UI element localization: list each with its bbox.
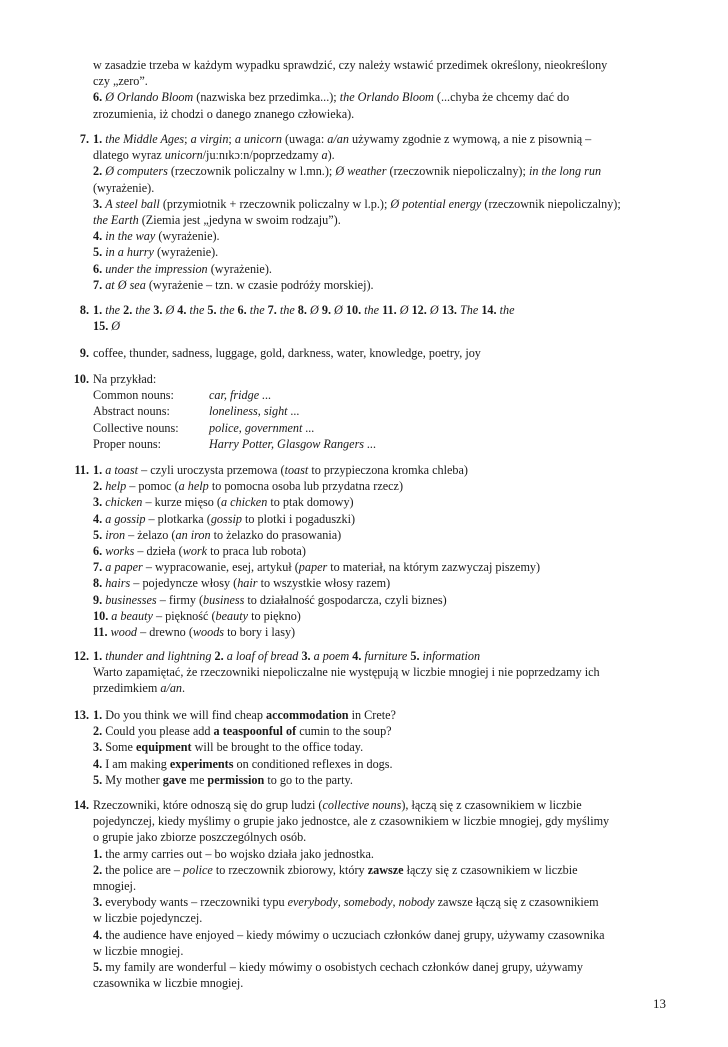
italic-term: a paper [105,560,143,575]
italic-term: Ø [399,303,409,317]
text-line [93,772,680,788]
section-12 [60,648,680,697]
italic-term: nobody [398,895,435,910]
item-number: 10. [93,608,112,623]
text-line [93,196,680,212]
italic-term: a loaf of bread [226,649,299,663]
text-line [93,894,680,910]
italic-term: work [182,544,208,559]
text-run: mnogiej. [93,879,136,894]
italic-term: the [279,303,295,317]
text-line [93,511,680,527]
text-line [93,959,680,975]
text-run: (uwaga: [281,132,328,146]
noun-type-label: Common nouns: [93,388,174,403]
italic-term: A steel ball [105,196,160,211]
italic-term: The [460,303,479,317]
text-run: pojedynczej, kiedy myślimy o grupie jako jednostce, ale z czasownikiem w liczbie mnogiej, gdy myślimy [93,814,610,829]
item-number: 14. [481,303,500,317]
text-run: Some [105,740,136,755]
italic-term: a chicken [220,495,268,510]
text-run: the audience have enjoyed – kiedy mówimy o uczuciach członków danej grupy, używamy czasownika [105,927,605,942]
section-6-continued [60,57,680,122]
item-number: 3. [93,196,106,211]
item-number: 7. [267,303,280,317]
text-run: ), łączą się z czasownikiem w liczbie [401,798,582,812]
text-run: (rzeczownik niepoliczalny); [386,164,529,179]
noun-type-examples [209,387,509,403]
italic-term: a toast [105,463,139,477]
noun-type-examples [209,403,509,419]
text-run: w liczbie pojedynczej. [93,911,203,926]
italic-term: Ø [165,303,175,317]
italic-term: in the way [105,229,156,244]
text-run: to żelazko do prasowania) [210,527,342,542]
italic-term: police [183,862,213,877]
text-run: to ptak domowy) [267,495,354,510]
text-line [93,878,680,894]
text-line [93,73,680,89]
text-run: Warto zapamiętać, że rzeczowniki niepoliczalne nie występują w liczbie mnogiej i nie poprzedzamy ich [93,665,600,680]
text-run: (wyrażenie). [93,180,155,195]
text-run: zrozumienia, iż chodzi o danego znanego człowieka). [93,106,355,121]
noun-type-row [93,436,680,452]
text-line [93,975,680,991]
item-number: 5. [93,960,106,975]
italic-term: a poem [313,649,350,663]
text-line [93,478,680,494]
text-run: to działalność gospodarcza, czyli biznes) [244,592,447,607]
noun-type-label: Collective nouns: [93,420,179,435]
text-line [93,624,680,640]
italic-term: woods [192,625,225,640]
text-line [93,559,680,575]
text-run: łączy się z czasownikiem w liczbie [403,862,578,877]
italic-term: help [105,479,127,494]
text-run: to piękno) [248,608,301,623]
italic-term: the [135,303,151,317]
text-run: ; [184,132,191,146]
text-line [93,575,680,591]
section-number: 10. [73,372,89,386]
item-number: 4. [352,649,365,663]
item-number: 1. [93,649,106,663]
italic-term: the Earth [93,213,139,228]
text-line [93,648,680,664]
text-line [93,797,680,813]
italic-term: the [105,303,121,317]
text-run: dlatego wyraz [93,148,165,163]
item-number: gave [162,772,187,787]
text-line [93,131,680,147]
text-run: to przypieczona kromka chleba) [308,463,468,477]
text-line [93,608,680,624]
section-body [93,345,680,361]
text-line [93,527,680,543]
italic-term: the Middle Ages [105,132,185,146]
item-number: 5. [207,303,220,317]
text-line [93,543,680,559]
text-line [93,163,680,179]
text-line [93,862,680,878]
italic-term: somebody [343,895,393,910]
text-run: w zasadzie trzeba w każdym wypadku sprawdzić, czy należy wstawić przedimek określony, nieokreślony [93,58,608,72]
text-run: Do you think we will find cheap [105,708,266,722]
text-run: to go to the party. [264,772,353,787]
item-number: permission [207,772,265,787]
section-body [93,302,680,334]
italic-term: the [219,303,235,317]
noun-type-row [93,387,680,403]
section-9 [60,345,680,361]
text-line [93,739,680,755]
italic-term: car, fridge ... [209,388,272,403]
item-number: 6. [237,303,250,317]
italic-term: beauty [215,608,249,623]
text-line [93,302,680,318]
italic-term: under the impression [105,261,208,276]
text-line [93,592,680,608]
text-line [93,180,680,196]
text-line [93,244,680,260]
item-number: 2. [214,649,227,663]
item-number: 3. [93,740,106,755]
section-number: 11. [74,463,89,477]
text-run: the army carries out – bo wojsko działa jako jednostka. [105,846,374,861]
text-line [93,910,680,926]
text-line [93,371,680,387]
item-number: 5. [410,649,423,663]
text-line [93,927,680,943]
item-number: 5. [93,772,106,787]
text-run: in Crete? [348,708,396,722]
section-body [93,648,680,697]
italic-term: Ø computers [105,164,168,179]
text-run: (Ziemia jest „jedyna w swoim rodzaju”). [138,213,341,228]
section-11 [60,462,680,640]
text-run: to wszystkie włosy razem) [257,576,391,591]
section-number: 8. [79,303,89,317]
section-body [93,131,680,293]
italic-term: Ø weather [335,164,387,179]
item-number: 7. [93,560,106,575]
noun-type-examples [209,436,509,452]
text-run: (nazwiska bez przedimka...); [193,90,340,105]
italic-term: works [105,544,135,559]
text-line [93,756,680,772]
italic-term: police [209,420,239,435]
text-run: to praca lub robota) [207,544,306,559]
italic-term: unicorn [164,148,203,163]
italic-term: a [321,148,328,163]
italic-term: sight ... [263,404,300,419]
item-number: 3. [93,495,106,510]
item-number: 8. [297,303,310,317]
text-line [93,147,680,163]
italic-term: the [249,303,265,317]
item-number: 2. [93,164,106,179]
item-number: 2. [123,303,136,317]
italic-term: hairs [105,576,131,591]
italic-term: information [422,649,481,663]
item-number: 9. [93,592,106,607]
text-line [93,846,680,862]
text-run: , [257,404,264,419]
item-number: 6. [93,90,106,105]
text-run: – czyli uroczysta przemowa ( [138,463,285,477]
text-run: przedimkiem [93,681,161,696]
italic-term: collective nouns [322,798,402,812]
section-14 [60,797,680,991]
item-number: 5. [93,527,106,542]
italic-term: a/an [327,132,349,146]
italic-term: iron [105,527,126,542]
text-run: I am making [105,756,170,771]
item-number: 4. [93,756,106,771]
page-number: 13 [653,996,666,1011]
item-number: 6. [93,261,106,276]
italic-term: in a hurry [105,245,154,260]
item-number: 1. [93,708,106,722]
section-number: 14. [73,798,89,812]
italic-term: a unicorn [234,132,282,146]
text-run: – kurze mięso ( [142,495,221,510]
item-number: 1. [93,463,106,477]
text-run: – drewno ( [137,625,193,640]
item-number: 4. [177,303,190,317]
italic-term: a/an [160,681,183,696]
item-number: experiments [169,756,234,771]
text-run: – plotkarka ( [145,511,211,526]
text-run: – żelazo ( [125,527,176,542]
italic-term: Ø [111,319,121,334]
item-number: 1. [93,846,106,861]
item-number: 13. [441,303,460,317]
italic-term: the [189,303,205,317]
noun-type-row [93,403,680,419]
section-number: 9. [79,346,89,360]
item-number: zawsze [367,862,404,877]
text-run: (wyrażenie). [155,229,220,244]
section-number: 7. [79,132,89,146]
text-run: coffee, thunder, sadness, luggage, gold, darkness, water, knowledge, poetry, joy [93,346,481,360]
italic-term: a help [178,479,209,494]
text-run: Could you please add [105,724,214,739]
text-run: Na przykład: [93,372,157,386]
item-number: 2. [93,479,106,494]
text-run: (wyrażenie – tzn. w czasie podróży morskiej). [145,277,374,292]
italic-term: loneliness [209,404,258,419]
italic-term: Ø [334,303,343,317]
italic-term: wood [110,625,138,640]
section-body [93,57,680,122]
italic-term: an iron [175,527,211,542]
italic-term: the Orlando Bloom [339,90,434,105]
text-line [93,228,680,244]
section-number: 13. [73,708,89,722]
text-line [93,723,680,739]
italic-term: Ø potential energy [390,196,482,211]
item-number: 3. [153,303,166,317]
text-run: Rzeczowniki, które odnoszą się do grup ludzi ( [93,798,323,812]
item-number: 7. [93,277,106,292]
text-line [93,345,680,361]
italic-term: a beauty [111,608,153,623]
italic-term: Ø Orlando Bloom [105,90,194,105]
text-line [93,494,680,510]
text-run: (wyrażenie). [153,245,219,260]
text-line [93,106,680,122]
italic-term: Ø [429,303,439,317]
text-run: – wypracowanie, esej, artykuł ( [142,560,299,575]
item-number: 5. [93,245,106,260]
italic-term: hair [237,576,258,591]
text-run: cumin to the soup? [296,724,392,739]
text-run: , [337,895,344,910]
noun-type-label: Abstract nouns: [93,404,170,419]
text-run: on conditioned reflexes in dogs. [233,756,393,771]
text-run: ). [327,148,335,163]
italic-term: a virgin [190,132,229,146]
text-line [93,277,680,293]
text-run: czasownika w liczbie mnogiej. [93,976,244,991]
section-13 [60,707,680,788]
item-number: equipment [136,740,192,755]
text-run: me [186,772,208,787]
text-line [93,89,680,105]
section-8 [60,302,680,334]
text-run: – dzieła ( [134,544,183,559]
italic-term: at Ø sea [105,277,146,292]
text-line [93,462,680,478]
item-number: 8. [93,576,106,591]
text-run: ; [228,132,235,146]
item-number: 9. [321,303,335,317]
text-line [93,680,680,696]
italic-term: business [203,592,245,607]
text-run: o grupie jako zbiorze poszczególnych osób. [93,830,307,845]
text-run: (wyrażenie). [207,261,272,276]
text-run: (...chyba że chcemy dać do [433,90,570,105]
section-10 [60,371,680,452]
text-run: – piękność ( [152,608,216,623]
text-run: (rzeczownik niepoliczalny); [481,196,621,211]
item-number: 12. [411,303,430,317]
item-number: 10. [345,303,365,317]
text-line [93,261,680,277]
item-number: 4. [93,511,106,526]
italic-term: paper [298,560,328,575]
text-run: – pomoc ( [126,479,179,494]
item-number: 3. [301,649,314,663]
italic-term: businesses [105,592,157,607]
section-body [93,371,680,452]
text-run: w liczbie mnogiej. [93,943,184,958]
item-number: 1. [93,303,106,317]
text-line [93,212,680,228]
item-number: 6. [93,544,106,559]
item-number: 4. [93,229,106,244]
italic-term: government ... [244,420,315,435]
italic-term: gossip [210,511,242,526]
section-7 [60,131,680,293]
section-body [93,707,680,788]
italic-term: in the long run [528,164,602,179]
text-run: to rzeczownik zbiorowy, który [212,862,368,877]
text-run: the police are – [105,862,184,877]
text-run: (przymiotnik + rzeczownik policzalny w l.p.); [159,196,391,211]
italic-term: the [364,303,380,317]
text-run: (rzeczownik policzalny w l.mn.); [167,164,336,179]
text-run: – firmy ( [156,592,204,607]
italic-term: Harry Potter, Glasgow Rangers ... [209,436,377,451]
text-line [93,57,680,73]
item-number: accommodation [265,708,349,722]
section-number: 12. [73,649,89,663]
text-run: /juːnɪkɔːn/poprzedzamy [202,148,322,163]
item-number: 1. [93,132,106,146]
item-number: 15. [93,319,112,334]
item-number: a teaspoonful of [213,724,297,739]
text-run: , [392,895,399,910]
text-run: używamy zgodnie z wymową, a nie z pisownią – [348,132,592,146]
noun-type-examples [209,420,509,436]
text-run: everybody wants – rzeczowniki typu [105,895,288,910]
text-run: – pojedyncze włosy ( [130,576,238,591]
section-body [93,462,680,640]
italic-term: everybody [287,895,338,910]
text-run: . [182,681,186,696]
text-run: will be brought to the office today. [191,740,364,755]
text-line [93,318,680,334]
noun-type-row [93,420,680,436]
item-number: 11. [93,625,111,640]
item-number: 4. [93,927,106,942]
italic-term: a gossip [105,511,146,526]
text-line [93,943,680,959]
italic-term: thunder and lightning [105,649,212,663]
text-run: czy „zero”. [93,74,148,89]
text-run: My mother [105,772,163,787]
item-number: 2. [93,862,106,877]
item-number: 2. [93,724,106,739]
italic-term: furniture [364,649,408,663]
italic-term: toast [284,463,309,477]
text-run: zawsze łączą się z czasownikiem [434,895,599,910]
item-number: 11. [382,303,400,317]
text-run: to plotki i pogaduszki) [241,511,356,526]
text-line [93,813,680,829]
text-line [93,707,680,723]
text-run: to pomocna osoba lub przydatna rzecz) [208,479,404,494]
italic-term: chicken [105,495,143,510]
item-number: 3. [93,895,106,910]
noun-type-label: Proper nouns: [93,436,162,451]
text-run: to materiał, na którym zazwyczaj piszemy) [327,560,541,575]
section-body [93,797,680,991]
text-run: to bory i lasy) [224,625,296,640]
text-run: my family are wonderful – kiedy mówimy o osobistych cechach członków danej grupy, używamy [105,960,583,975]
text-line [93,829,680,845]
italic-term: Ø [309,303,319,317]
text-run: , [238,420,245,435]
italic-term: the [499,303,515,317]
text-line [93,664,680,680]
